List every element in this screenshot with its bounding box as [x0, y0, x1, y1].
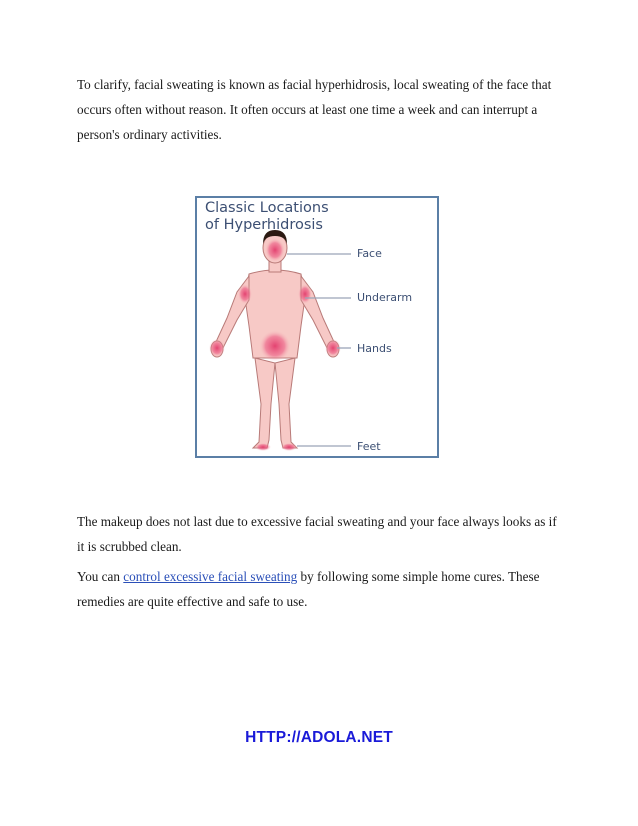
body-diagram: [197, 198, 437, 456]
figure-title: [205, 200, 329, 234]
sweat-underarm-left: [238, 284, 252, 304]
label-feet: Feet: [357, 440, 381, 453]
label-underarm: Underarm: [357, 291, 413, 304]
figure-title-line2: of Hyperhidrosis: [205, 217, 323, 233]
paragraph-remedies-tail: by following some simple home cures. These remedies are quite effective and safe to use.: [77, 569, 540, 609]
sweat-hand-left: [209, 339, 225, 357]
paragraph-remedies-lead: You can: [77, 569, 124, 584]
sweat-face: [265, 238, 285, 262]
paragraph-remedies: [77, 564, 567, 614]
paragraph-makeup: The makeup does not last due to excessive facial sweating and your face always looks as if it is scrubbed clean.: [77, 514, 557, 554]
sweat-foot-left: [255, 443, 271, 451]
hyperhidrosis-figure: [195, 196, 439, 458]
sweat-center: [259, 330, 291, 362]
figure-title-line1: Classic Locations: [205, 200, 329, 216]
sweat-underarm-right: [298, 284, 312, 304]
label-face: Face: [357, 247, 382, 260]
footer-site-link[interactable]: HTTP://ADOLA.NET: [245, 729, 393, 746]
paragraph-intro: To clarify, facial sweating is known as facial hyperhidrosis, local sweating of the face that occurs often without reason. It often occurs at least one time a week and can interrupt a person's ordinary activities.: [77, 77, 552, 142]
label-hands: Hands: [357, 342, 392, 355]
sweat-foot-right: [281, 443, 297, 451]
control-sweating-link[interactable]: control excessive facial sweating: [123, 569, 298, 584]
